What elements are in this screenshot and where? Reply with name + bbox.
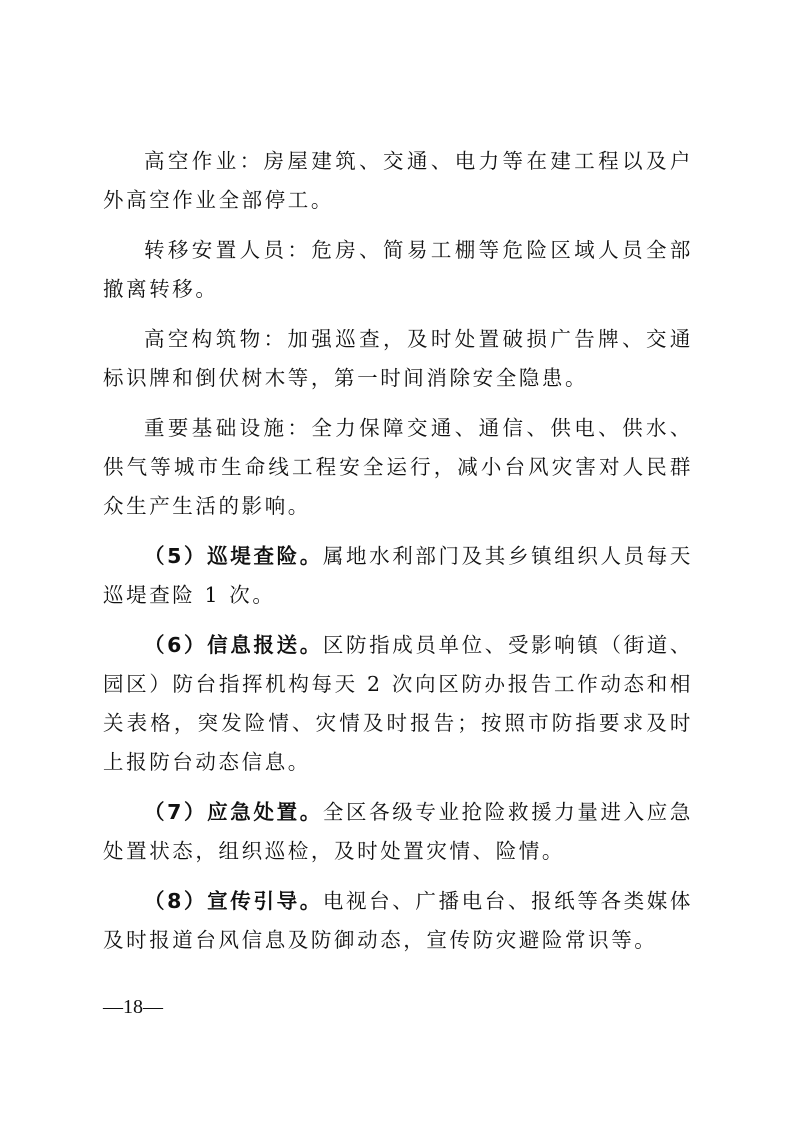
paragraph-text: 高空构筑物：加强巡查，及时处置破损广告牌、交通标识牌和倒伏树木等，第一时间消除安全隐患。 <box>103 327 693 390</box>
page-number: —18— <box>103 996 163 1018</box>
paragraph-relocation <box>103 231 693 309</box>
section-heading: （7）应急处置。 <box>144 800 323 824</box>
paragraph-text: 全区各级专业抢险救援力量进入应急处置状态，组织巡检，及时处置灾情、险情。 <box>103 800 693 863</box>
paragraph-emergency-response <box>103 793 693 871</box>
paragraph-text: 属地水利部门及其乡镇组织人员每天巡堤查险 1 次。 <box>103 544 693 607</box>
section-heading: （5）巡堤查险。 <box>144 544 323 568</box>
paragraph-text: 区防指成员单位、受影响镇（街道、园区）防台指挥机构每天 2 次向区防办报告工作动态和相关表格，突发险情、灾情及时报告；按照市防指要求及时上报防台动态信息。 <box>103 633 693 774</box>
paragraph-high-structures <box>103 320 693 398</box>
section-heading: （6）信息报送。 <box>144 633 323 657</box>
paragraph-high-altitude-work <box>103 142 693 220</box>
paragraph-text: 电视台、广播电台、报纸等各类媒体及时报道台风信息及防御动态，宣传防灾避险常识等。 <box>103 889 693 952</box>
paragraph-embankment-patrol <box>103 537 693 615</box>
paragraph-text: 高空作业：房屋建筑、交通、电力等在建工程以及户外高空作业全部停工。 <box>103 149 693 212</box>
paragraph-info-reporting <box>103 626 693 782</box>
paragraph-infrastructure <box>103 409 693 526</box>
section-heading: （8）宣传引导。 <box>144 889 323 913</box>
document-body <box>103 142 693 971</box>
paragraph-text: 转移安置人员：危房、简易工棚等危险区域人员全部撤离转移。 <box>103 238 693 301</box>
paragraph-text: 重要基础设施：全力保障交通、通信、供电、供水、供气等城市生命线工程安全运行，减小台风灾害对人民群众生产生活的影响。 <box>103 416 693 518</box>
paragraph-publicity <box>103 882 693 960</box>
